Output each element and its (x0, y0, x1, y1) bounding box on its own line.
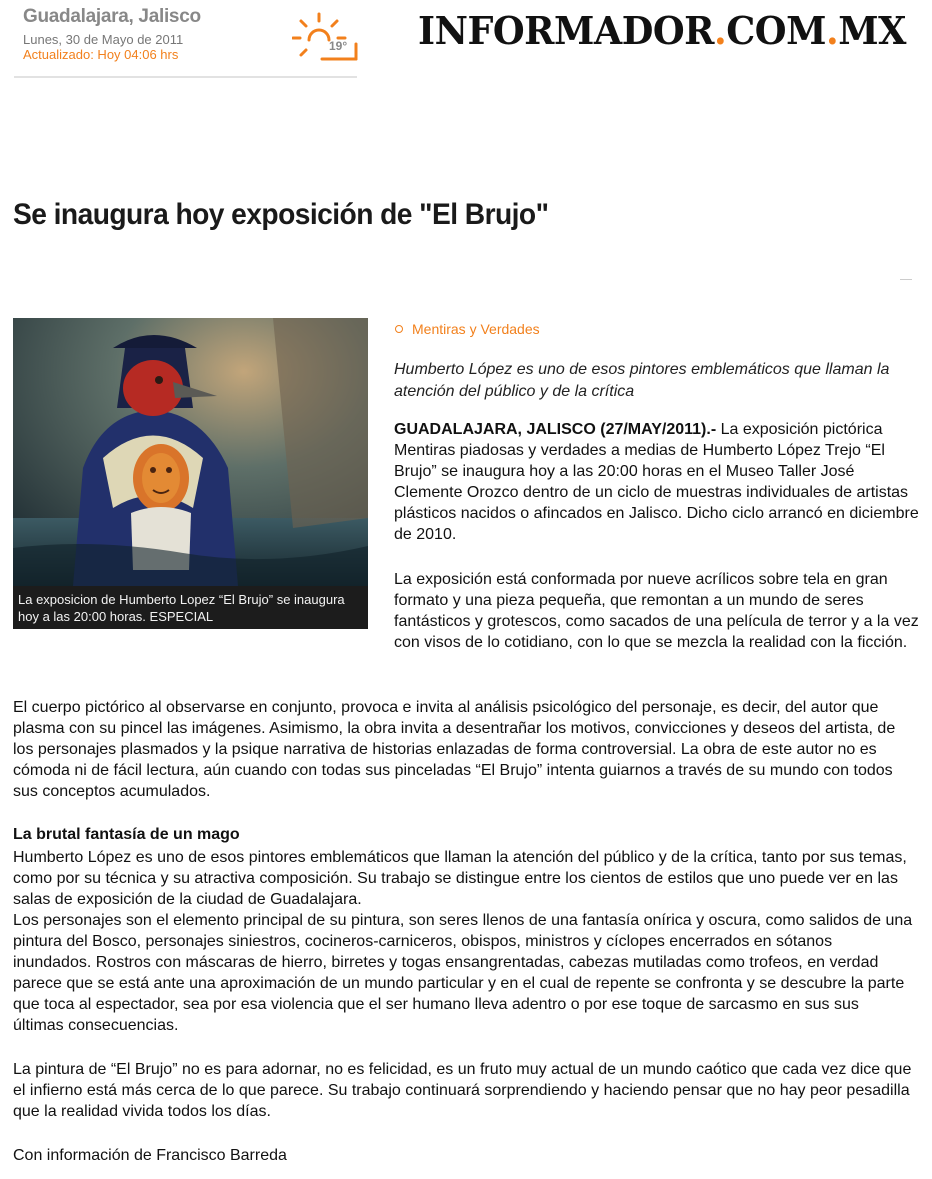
header-updated: Actualizado: Hoy 04:06 hrs (23, 47, 179, 62)
sun-icon (292, 10, 362, 64)
article-paragraph-3: El cuerpo pictórico al observarse en conjunto, provoca e invita al análisis psicológico del personaje, es decir, del autor que plasma con su pincel las imágenes. Asimismo, la obra invita a desentrañar los motivos, convicciones y deseos del artista, de los personajes plasmados y la psique narrativa de historias enlazadas de forma controversial. La obra de este autor no es cómoda ni de fácil lectura, aún cuando con todas sus pinceladas “El Brujo” intenta guiarnos a través de su mundo con todos sus conceptos acumulados. (13, 699, 896, 800)
dateline: GUADALAJARA, JALISCO (27/MAY/2011).- (394, 421, 717, 438)
article-paragraph-2: La exposición está conformada por nueve acrílicos sobre tela en gran formato y una pieza pequeña, que remontan a un mundo de seres fantásticos y grotescos, como sacados de una película de terror y a la vez con visos de lo cotidiano, con lo que se mezcla la realidad con la ficción. (394, 571, 919, 651)
logo-main: INFORMADOR (418, 8, 715, 53)
photo-caption: La exposicion de Humberto Lopez “El Brujo” se inaugura hoy a las 20:00 horas. ESPECIAL (18, 592, 345, 624)
header-divider (14, 76, 357, 78)
header-city: Guadalajara, Jalisco (23, 6, 201, 27)
article-photo-box (13, 318, 368, 629)
article-lead: Humberto López es uno de esos pintores emblemáticos que llaman la atención del público y de la crítica (394, 361, 890, 400)
article-headline: Se inaugura hoy exposición de "El Brujo" (13, 198, 549, 231)
site-logo[interactable] (418, 8, 906, 53)
article-paragraph-4a: Humberto López es uno de esos pintores emblemáticos que llaman la atención del público y de la crítica, tanto por sus temas, como por su técnica y su atractiva composición. Su trabajo se distingue entre los cientos de estilos que uno puede ver en las salas de exposición de la ciudad de Guadalajara. (13, 849, 907, 908)
logo-mx: MX (838, 8, 906, 53)
divider (900, 279, 912, 280)
paragraph-1-text: La exposición pictórica Mentiras piadosas y verdades a medias de Humberto López Trejo “El Brujo” se inaugura hoy a las 20:00 horas en el Museo Taller José Clemente Orozco dentro de un ciclo de muestras individuales de artistas plásticos nacidos o afincados en Jalisco. Dicho ciclo arrancó en diciembre de 2010. (394, 421, 919, 543)
temperature: 19° (329, 39, 348, 53)
section-link-label: Mentiras y Verdades (412, 321, 540, 337)
section-link[interactable] (395, 321, 540, 337)
article-paragraph-5: La pintura de “El Brujo” no es para adornar, no es felicidad, es un fruto muy actual de un mundo caótico que cada vez dice que el infierno está más cerca de lo que parece. Su trabajo continuará sorprendiendo y haciendo pensar que no hay peor pesadilla que la realidad vivida todos los días. (13, 1061, 912, 1120)
header-date: Lunes, 30 de Mayo de 2011 (23, 32, 184, 47)
article-paragraph-1 (394, 419, 919, 545)
page-header (0, 0, 932, 78)
article-subheading: La brutal fantasía de un mago (13, 826, 240, 843)
logo-com: COM (726, 8, 827, 53)
logo-dot: . (714, 8, 727, 53)
article-paragraph-4b: Los personajes son el elemento principal de su pintura, son seres llenos de una fantasía onírica y oscura, como salidos de una pintura del Bosco, personajes siniestros, cocineros-carniceros, obispos, ministros y cíclopes encerrados en sótanos inundados. Rostros con máscaras de hierro, birretes y togas ensangrentadas, cabezas mutiladas como trofeos, en verdad parece que se está ante una aproximación de un mundo particular y en el cual de repente se confronta y se descubre la parte que toca al espectador, sea por esa violencia que el ser humano lleva adentro o por ese toque de sarcasmo en sus sus últimas consecuencias. (13, 912, 913, 1034)
article-credit: Con información de Francisco Barreda (13, 1147, 287, 1164)
bullet-icon (395, 325, 403, 333)
article-photo[interactable] (13, 318, 368, 586)
logo-dot-2: . (826, 8, 839, 53)
